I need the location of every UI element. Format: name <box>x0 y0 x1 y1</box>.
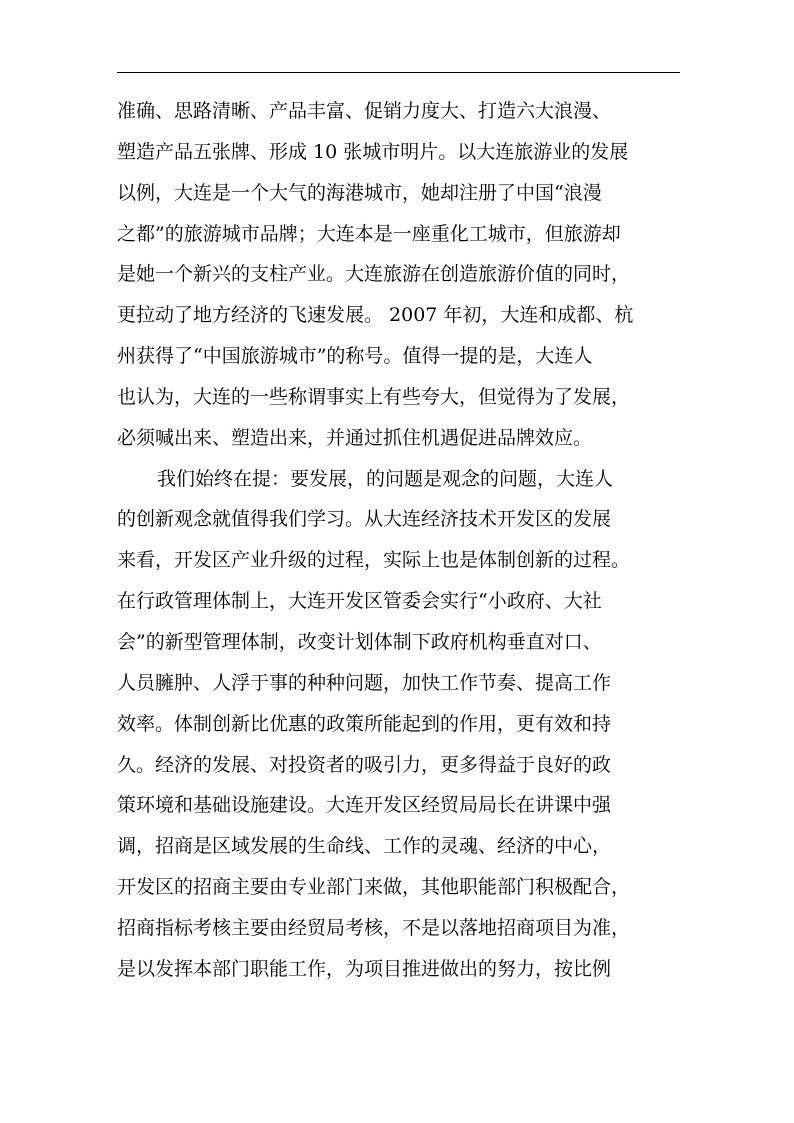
text-line: 调，招商是区域发展的生命线、工作的灵魂、经济的中心， <box>117 835 612 858</box>
text-line: 是她一个新兴的支柱产业。大连旅游在创造旅游价值的同时， <box>117 263 631 286</box>
text-line: 会”的新型管理体制，改变计划体制下政府机构垂直对口、 <box>117 630 602 653</box>
document-body <box>117 91 680 990</box>
text-line: 塑造产品五张牌、形成 10 张城市明片。以大连旅游业的发展 <box>117 140 629 163</box>
text-line: 也认为，大连的一些称谓事实上有些夸大，但觉得为了发展， <box>117 385 631 408</box>
text-line: 州获得了“中国旅游城市”的称号。值得一提的是，大连人 <box>117 345 593 368</box>
text-line: 在行政管理体制上，大连开发区管委会实行“小政府、大社 <box>117 590 602 613</box>
text-line: 人员臃肿、人浮于事的种种问题，加快工作节奏、提高工作 <box>117 671 612 694</box>
text-line: 效率。体制创新比优惠的政策所能起到的作用，更有效和持 <box>117 712 612 735</box>
text-line: 是以发挥本部门职能工作，为项目推进做出的努力，按比例 <box>117 957 612 980</box>
paragraph-first-line: 我们始终在提：要发展，的问题是观念的问题，大连人 <box>157 467 614 490</box>
text-line: 招商指标考核主要由经贸局考核，不是以落地招商项目为准， <box>117 916 631 939</box>
text-line: 准确、思路清晰、产品丰富、促销力度大、打造六大浪漫、 <box>117 100 612 122</box>
header-rule <box>117 72 680 73</box>
text-line: 策环境和基础设施建设。大连开发区经贸局局长在讲课中强 <box>117 794 612 817</box>
text-line: 以例，大连是一个大气的海港城市，她却注册了中国“浪漫 <box>117 181 602 204</box>
text-line: 开发区的招商主要由专业部门来做，其他职能部门积极配合， <box>117 876 631 899</box>
text-line: 更拉动了地方经济的飞速发展。 2007 年初，大连和成都、杭 <box>117 304 634 327</box>
text-line: 必须喊出来、塑造出来，并通过抓住机遇促进品牌效应。 <box>117 426 593 449</box>
text-line: 的创新观念就值得我们学习。从大连经济技术开发区的发展 <box>117 508 612 531</box>
text-line: 久。经济的发展、对投资者的吸引力，更多得益于良好的政 <box>117 753 612 776</box>
text-line: 之都”的旅游城市品牌；大连本是一座重化工城市，但旅游却 <box>117 222 621 245</box>
text-line: 来看，开发区产业升级的过程，实际上也是体制创新的过程。 <box>117 549 631 572</box>
